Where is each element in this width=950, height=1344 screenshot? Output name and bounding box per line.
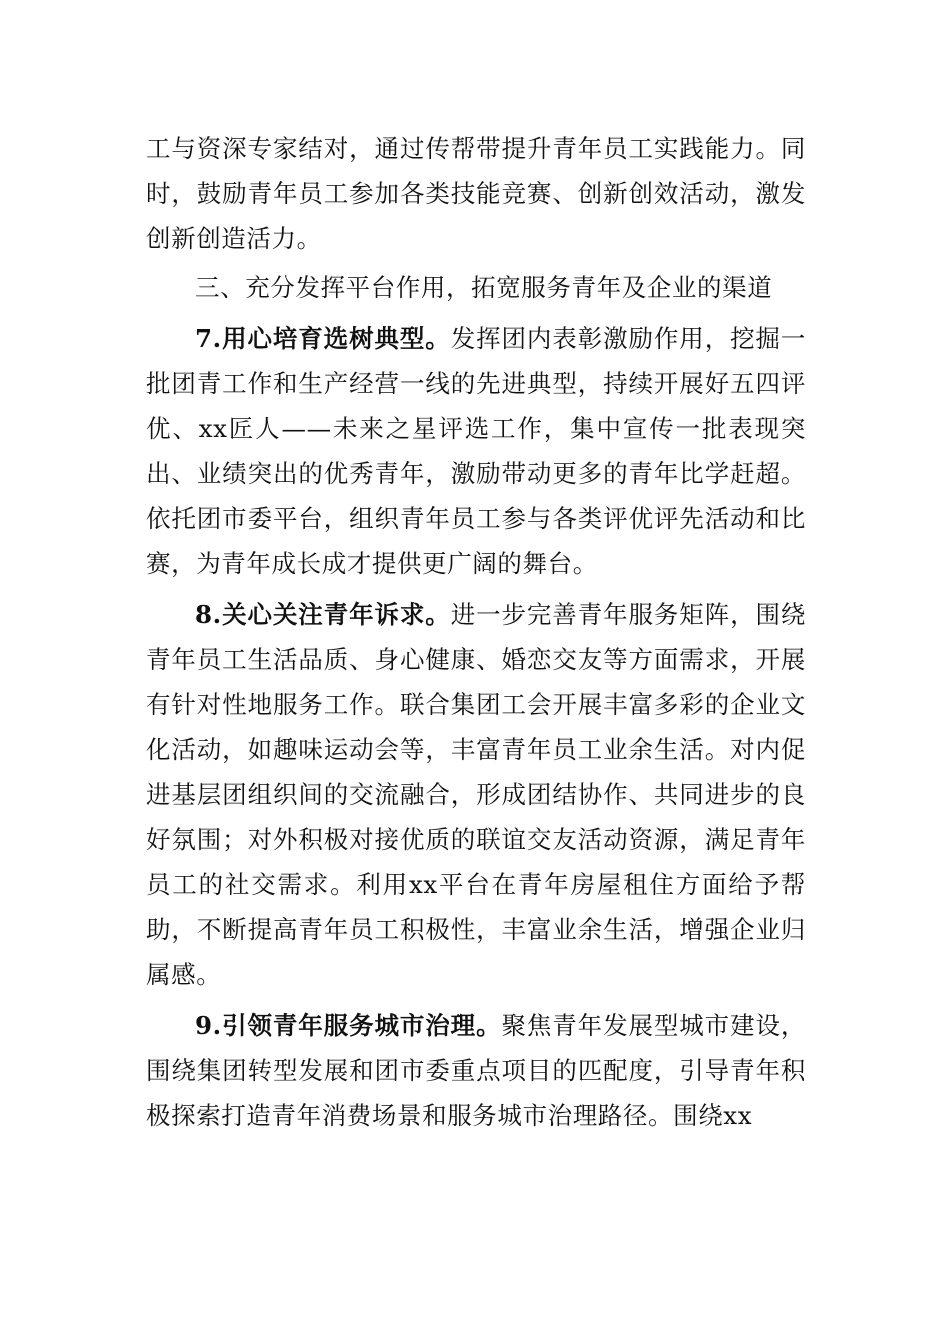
item-7-title: 7.用心培育选树典型。 <box>195 324 451 353</box>
item-7-paragraph <box>146 316 806 586</box>
item-9-body: 聚焦青年发展型城市建设，围绕集团转型发展和团市委重点项目的匹配度，引导青年积极探索打造青年消费场景和服务城市治理路径。围绕xx <box>146 1011 806 1130</box>
item-8-title: 8.关心关注青年诉求。 <box>195 600 451 629</box>
item-9-paragraph <box>146 1003 806 1138</box>
item-7-body: 发挥团内表彰激励作用，挖掘一批团青工作和生产经营一线的先进典型，持续开展好五四评优、xx匠人——未来之星评选工作，集中宣传一批表现突出、业绩突出的优秀青年，激励带动更多的青年比学赶超。依托团市委平台，组织青年员工参与各类评优评先活动和比赛，为青年成长成才提供更广阔的舞台。 <box>146 324 806 578</box>
item-8-body: 进一步完善青年服务矩阵，围绕青年员工生活品质、身心健康、婚恋交友等方面需求，开展有针对性地服务工作。联合集团工会开展丰富多彩的企业文化活动，如趣味运动会等，丰富青年员工业余生活。对内促进基层团组织间的交流融合，形成团结协作、共同进步的良好氛围；对外积极对接优质的联谊交友活动资源，满足青年员工的社交需求。利用xx平台在青年房屋租住方面给予帮助，不断提高青年员工积极性，丰富业余生活，增强企业归属感。 <box>146 600 806 989</box>
section-heading <box>146 265 806 310</box>
document-body <box>146 126 806 1138</box>
item-8-paragraph <box>146 592 806 997</box>
section-heading-text: 三、充分发挥平台作用，拓宽服务青年及企业的渠道 <box>195 273 773 302</box>
item-9-title: 9.引领青年服务城市治理。 <box>195 1011 502 1040</box>
continuation-paragraph <box>146 126 806 261</box>
continuation-text: 工与资深专家结对，通过传帮带提升青年员工实践能力。同时，鼓励青年员工参加各类技能竞赛、创新创效活动，激发创新创造活力。 <box>146 134 806 253</box>
